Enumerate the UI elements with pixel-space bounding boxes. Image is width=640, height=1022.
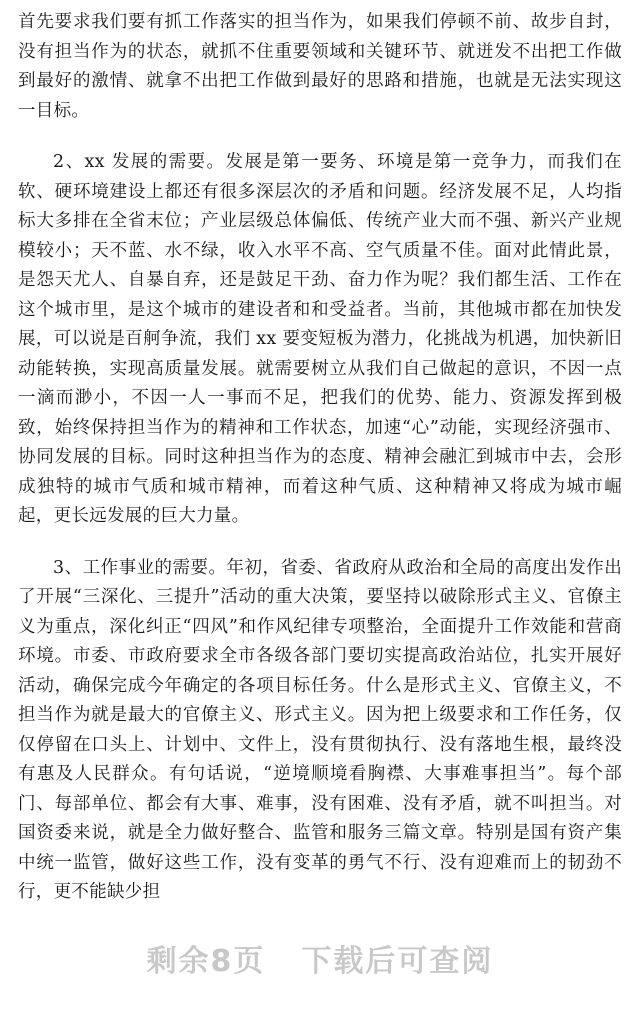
download-hint-label: 下载后可查阅 <box>301 944 494 979</box>
paragraph-intro: 首先要求我们要有抓工作落实的担当作为，如果我们停顿不前、故步自封，没有担当作为的状态，就抓不住重要领域和关键环节、就迸发不出把工作做到最好的激情、就拿不出把工作做到最好的思路和措施，也就是无法实现这一目标。 <box>18 12 622 121</box>
paragraph-development-needs: 2、xx 发展的需要。发展是第一要务、环境是第一竞争力，而我们在软、硬环境建设上都还有很多深层次的矛盾和问题。经济发展不足，人均指标大多排在全省末位；产业层级总体偏低、传统产业大而不强、新兴产业规模较小；天不蓝、水不绿，收入水平不高、空气质量不佳。面对此情此景，是怨天尤人、自暴自弃，还是鼓足干劲、奋力作为呢？我们都生活、工作在这个城市里，是这个城市的建设者和和受益者。当前，其他城市都在加快发展，可以说是百舸争流，我们 xx 要变短板为潜力，化挑战为机遇，加快新旧动能转换，实现高质量发展。就需要树立从我们自己做起的意识，不因一点一滴而渺小，不因一人一事而不足，把我们的优势、能力、资源发挥到极致，始终保持担当作为的精神和工作状态，加速“心”动能，实现经济强市、协同发展的目标。同时这种担当作为的态度、精神会融汇到城市中去，会形成独特的城市气质和城市精神，而着这种气质、这种精神又将成为城市崛起，更长远发展的巨大力量。 <box>18 152 622 526</box>
document-body <box>18 8 622 930</box>
remaining-pages-label: 剩余8页 <box>146 944 266 979</box>
remaining-pages-banner[interactable] <box>0 936 640 980</box>
paragraph-work-needs: 3、工作事业的需要。年初，省委、省政府从政治和全局的高度出发作出了开展“三深化、三提升”活动的重大决策，要坚持以破除形式主义、官僚主义为重点，深化纠正“四风”和作风纪律专项整治，全面提升工作效能和营商环境。市委、市政府要求全市各级各部门要切实提高政治站位，扎实开展好活动，确保完成今年确定的各项目标任务。什么是形式主义、官僚主义，不担当作为就是最大的官僚主义、形式主义。因为把上级要求和工作任务，仅仅停留在口头上、计划中、文件上，没有贯彻执行、没有落地生根，最终没有惠及人民群众。有句话说，“逆境顺境看胸襟、大事难事担当”。每个部门、每部单位、都会有大事、难事，没有困难、没有矛盾，就不叫担当。对国资委来说，就是全力做好整合、监管和服务三篇文章。特别是国有资产集中统一监管，做好这些工作，没有变革的勇气不行、没有迎难而上的韧劲不行，更不能缺少担 <box>18 557 622 902</box>
